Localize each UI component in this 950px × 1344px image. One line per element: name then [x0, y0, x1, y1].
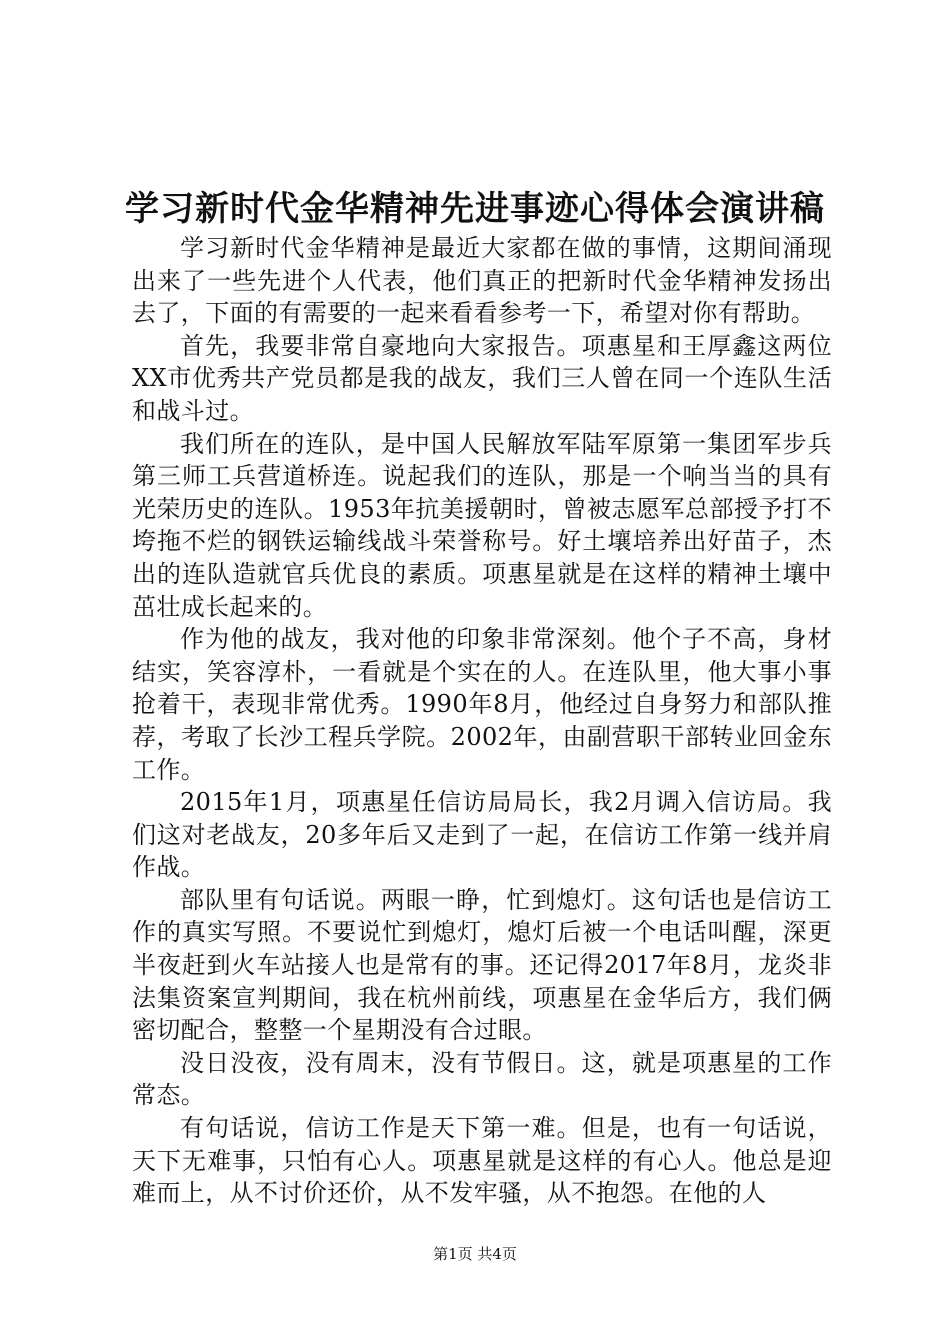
paragraph: 我们所在的连队，是中国人民解放军陆军原第一集团军步兵第三师工兵营道桥连。说起我们的连队，那是一个响当当的具有光荣历史的连队。1953年抗美援朝时，曾被志愿军总部授予打不垮拖不烂的钢铁运输线战斗荣誉称号。好土壤培养出好苗子，杰出的连队造就官兵优良的素质。项惠星就是在这样的精神土壤中茁壮成长起来的。 — [132, 429, 832, 621]
page-number-footer: 第1页 共4页 — [433, 1245, 517, 1263]
paragraph: 作为他的战友，我对他的印象非常深刻。他个子不高，身材结实，笑容淳朴，一看就是个实在的人。在连队里，他大事小事抢着干，表现非常优秀。1990年8月，他经过自身努力和部队推荐，考取了长沙工程兵学院。2002年，由副营职干部转业回金东工作。 — [132, 625, 832, 784]
paragraph: 首先，我要非常自豪地向大家报告。项惠星和王厚鑫这两位XX市优秀共产党员都是我的战友，我们三人曾在同一个连队生活和战斗过。 — [132, 331, 832, 425]
paragraph: 2015年1月，项惠星任信访局局长，我2月调入信访局。我们这对老战友，20多年后又走到了一起，在信访工作第一线并肩作战。 — [132, 788, 832, 882]
paragraph: 学习新时代金华精神是最近大家都在做的事情，这期间涌现出来了一些先进个人代表，他们真正的把新时代金华精神发扬出去了，下面的有需要的一起来看看参考一下，希望对你有帮助。 — [132, 234, 832, 328]
document-body — [132, 232, 832, 1210]
paragraph: 没日没夜，没有周末，没有节假日。这，就是项惠星的工作常态。 — [132, 1048, 832, 1110]
paragraph: 有句话说，信访工作是天下第一难。但是，也有一句话说，天下无难事，只怕有心人。项惠星就是这样的有心人。他总是迎难而上，从不讨价还价，从不发牢骚，从不抱怨。在他的人 — [132, 1114, 832, 1208]
document-title: 学习新时代金华精神先进事迹心得体会演讲稿 — [125, 189, 825, 229]
paragraph: 部队里有句话说。两眼一睁，忙到熄灯。这句话也是信访工作的真实写照。不要说忙到熄灯，熄灯后被一个电话叫醒，深更半夜赶到火车站接人也是常有的事。还记得2017年8月，龙炎非法集资案宣判期间，我在杭州前线，项惠星在金华后方，我们俩密切配合，整整一个星期没有合过眼。 — [132, 885, 832, 1045]
